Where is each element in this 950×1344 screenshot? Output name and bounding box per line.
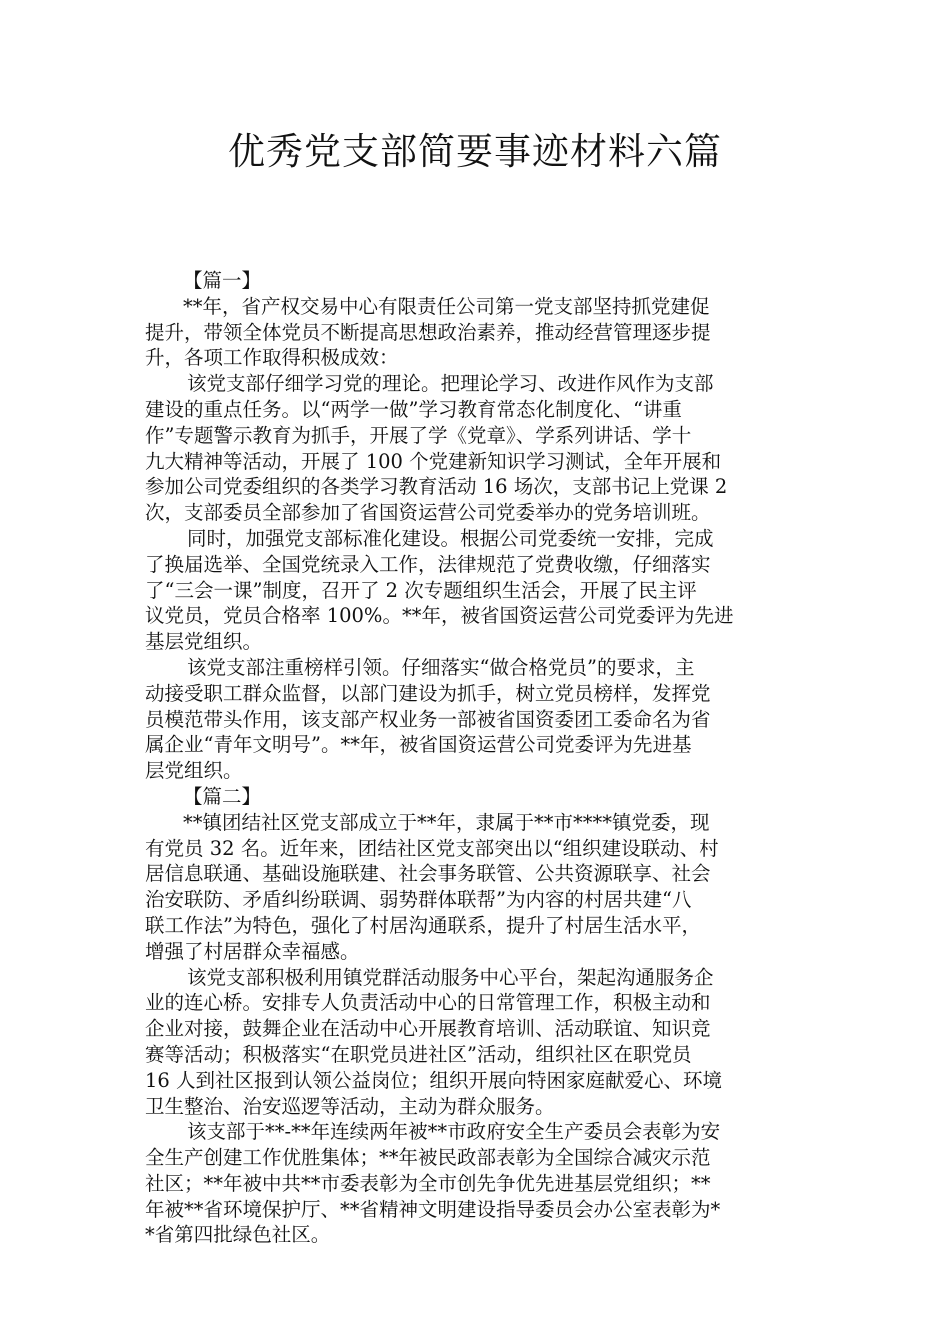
body-line: 全生产创建工作优胜集体；**年被民政部表彰为全国综合减灾示范: [145, 1146, 711, 1170]
body-line: 居信息联通、基础设施联建、社会事务联管、公共资源联享、社会: [145, 862, 711, 886]
document-title: 优秀党支部简要事迹材料六篇: [228, 130, 722, 173]
body-line: 建设的重点任务。以“两学一做”学习教育常态化制度化、“讲重: [145, 397, 682, 421]
body-line: 了换届选举、全国党统录入工作，法律规范了党费收缴，仔细落实: [145, 552, 711, 576]
body-line: 基层党组织。: [145, 630, 263, 654]
body-line: 16 人到社区报到认领公益岗位；组织开展向特困家庭献爱心、环境: [145, 1068, 723, 1092]
body-line: 治安联防、矛盾纠纷联调、弱势群体联帮”为内容的村居共建“八: [145, 888, 692, 912]
body-line: 该支部于**-**年连续两年被**市政府安全生产委员会表彰为安: [187, 1120, 721, 1144]
body-line: 该党支部仔细学习党的理论。把理论学习、改进作风作为支部: [187, 372, 714, 396]
body-line: 年被**省环境保护厅、**省精神文明建设指导委员会办公室表彰为*: [145, 1197, 721, 1221]
body-line: 该党支部注重榜样引领。仔细落实“做合格党员”的要求，主: [187, 655, 695, 679]
body-line: 卫生整治、治安巡逻等活动，主动为群众服务。: [145, 1094, 555, 1118]
body-line: 增强了村居群众幸福感。: [145, 939, 360, 963]
body-line: 升，各项工作取得积极成效：: [145, 346, 399, 370]
body-line: 联工作法”为特色，强化了村居沟通联系，提升了村居生活水平，: [145, 913, 701, 937]
body-line: 九大精神等活动，开展了 100 个党建新知识学习测试，全年开展和: [145, 449, 722, 473]
body-line: 次，支部委员全部参加了省国资运营公司党委举办的党务培训班。: [145, 501, 711, 525]
body-line: 作”专题警示教育为抓手，开展了学《党章》、学系列讲话、学十: [145, 423, 692, 447]
body-line: **年，省产权交易中心有限责任公司第一党支部坚持抓党建促: [183, 294, 710, 318]
body-line: 业的连心桥。安排专人负责活动中心的日常管理工作，积极主动和: [145, 991, 711, 1015]
body-line: 提升，带领全体党员不断提高思想政治素养，推动经营管理逐步提: [145, 320, 711, 344]
body-line: 同时，加强党支部标准化建设。根据公司党委统一安排，完成: [187, 526, 714, 550]
body-line: 【篇二】: [183, 784, 262, 808]
document-body: [145, 268, 811, 1248]
body-line: 员模范带头作用，该支部产权业务一部被省国资委团工委命名为省: [145, 707, 711, 731]
body-line: 层党组织。: [145, 759, 243, 783]
body-line: 赛等活动；积极落实“在职党员进社区”活动，组织社区在职党员: [145, 1042, 692, 1066]
body-line: 动接受职工群众监督，以部门建设为抓手，树立党员榜样，发挥党: [145, 681, 711, 705]
body-line: 属企业“青年文明号”。**年，被省国资运营公司党委评为先进基: [145, 733, 692, 757]
body-line: 企业对接，鼓舞企业在活动中心开展教育培训、活动联谊、知识竞: [145, 1017, 711, 1041]
body-line: 了“三会一课”制度，召开了 2 次专题组织生活会，开展了民主评: [145, 578, 697, 602]
body-line: 社区；**年被中共**市委表彰为全市创先争优先进基层党组织；**: [145, 1171, 711, 1195]
body-line: 议党员，党员合格率 100%。**年，被省国资运营公司党委评为先进: [145, 604, 734, 628]
body-line: 参加公司党委组织的各类学习教育活动 16 场次，支部书记上党课 2: [145, 475, 728, 499]
body-line: 【篇一】: [183, 269, 262, 292]
body-line: *省第四批绿色社区。: [145, 1223, 331, 1247]
body-line: 该党支部积极利用镇党群活动服务中心平台，架起沟通服务企: [187, 965, 714, 989]
body-line: 有党员 32 名。近年来，团结社区党支部突出以“组织建设联动、村: [145, 836, 719, 860]
body-line: **镇团结社区党支部成立于**年，隶属于**市****镇党委，现: [183, 810, 710, 834]
